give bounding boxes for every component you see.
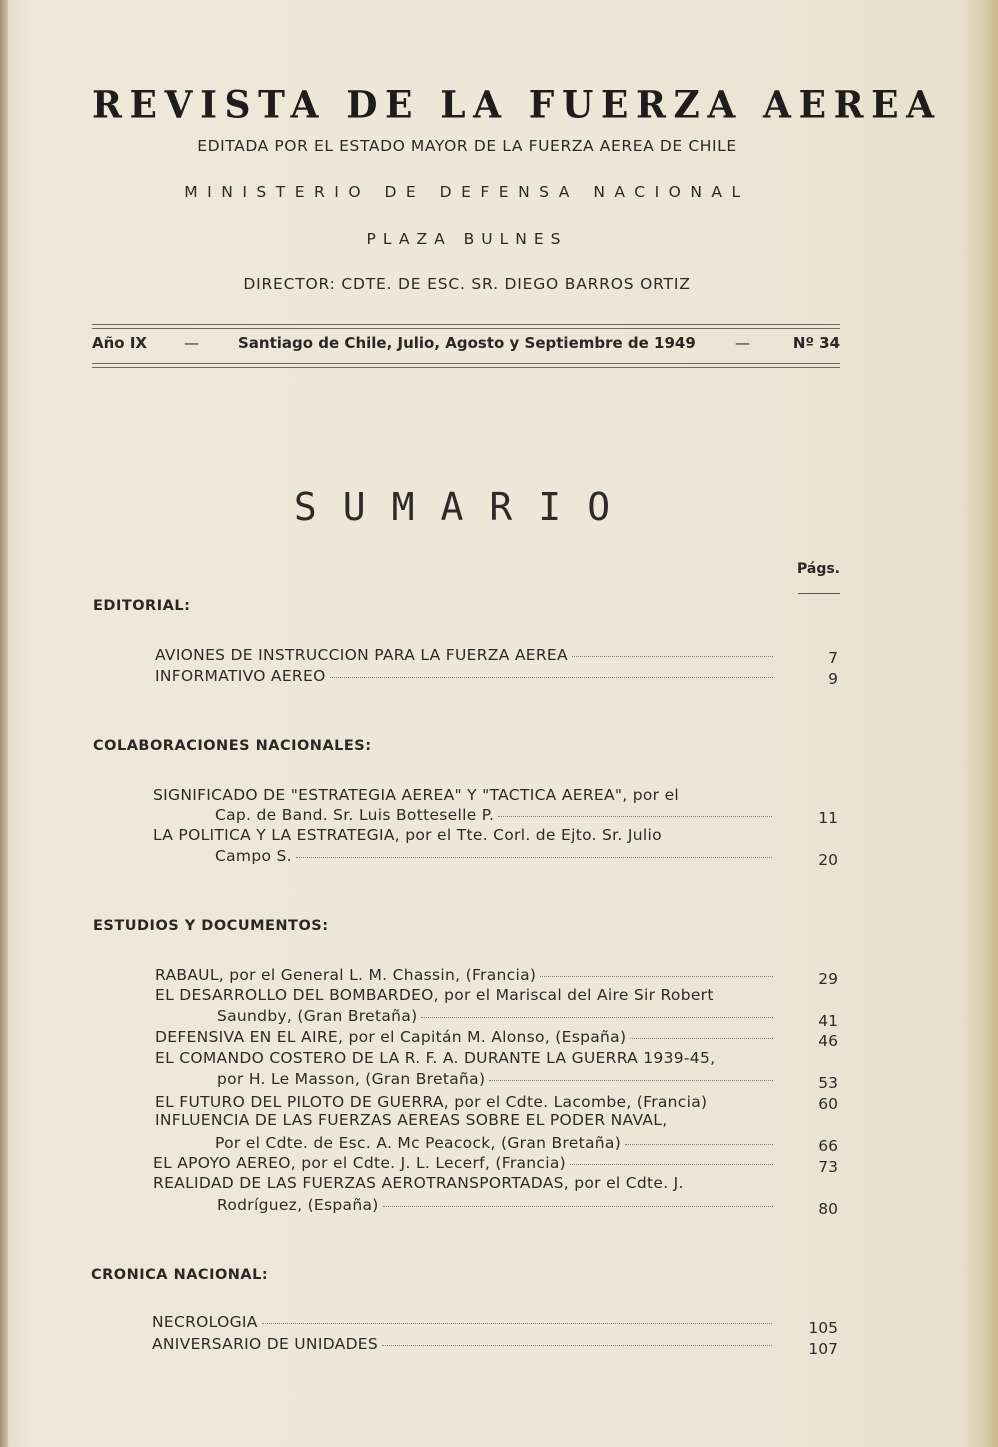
toc-page-number: 53 [818,1074,838,1092]
issue-year: Año IX [92,334,147,352]
toc-entry [152,1335,776,1353]
section-heading-editorial: EDITORIAL: [93,598,191,614]
toc-entry-text: EL APOYO AEREO, por el Cdte. J. L. Lecerf, (Francia) [153,1154,566,1172]
toc-entry [155,1028,777,1046]
toc-entry [152,1313,776,1331]
leader-dots [383,1206,773,1207]
bottom-rule [92,363,840,364]
bottom-rule-2 [92,367,840,368]
pages-label-rule [798,593,840,594]
separator-dash: — [735,334,750,352]
toc-entry-line2 [217,1007,777,1025]
toc-entry-text: Saundby, (Gran Bretaña) [217,1007,418,1025]
toc-entry-text: EL FUTURO DEL PILOTO DE GUERRA, por el Cdte. Lacombe, (Francia) [155,1093,708,1111]
toc-page-number: 29 [818,970,838,988]
toc-entry-text: LA POLITICA Y LA ESTRATEGIA, por el Tte. Corl. de Ejto. Sr. Julio [153,826,662,844]
leader-dots [540,976,773,977]
toc-entry-line1 [153,1174,777,1192]
toc-entry-text: SIGNIFICADO DE "ESTRATEGIA AEREA" Y "TACTICA AEREA", por el [153,786,680,804]
toc-entry-text: INFORMATIVO AEREO [155,667,326,685]
toc-entry-line1 [153,786,776,804]
toc-entry-text: Por el Cdte. de Esc. A. Mc Peacock, (Gran Bretaña) [215,1134,622,1152]
top-rule-2 [92,328,840,329]
toc-entry [153,1154,777,1172]
issue-number: Nº 34 [792,334,840,352]
top-rule [92,324,840,325]
binding-gutter [0,0,8,1447]
toc-entry-line1 [153,826,776,844]
toc-page-number: 9 [828,670,838,688]
toc-entry-text: por H. Le Masson, (Gran Bretaña) [217,1070,486,1088]
pages-label: Págs. [796,561,840,577]
toc-page-number: 66 [818,1137,838,1155]
section-heading-colaboraciones: COLABORACIONES NACIONALES: [93,738,372,754]
leader-dots [489,1080,773,1081]
toc-entry-line2 [217,1070,777,1088]
separator-dash: — [184,334,199,352]
toc-entry-line2 [215,847,776,865]
section-heading-cronica: CRONICA NACIONAL: [91,1267,269,1283]
leader-dots [498,816,772,817]
toc-page-number: 80 [818,1200,838,1218]
toc-entry-line2 [215,806,776,824]
leader-dots [382,1345,772,1346]
toc-entry-text: DEFENSIVA EN EL AIRE, por el Capitán M. Alonso, (España) [155,1028,627,1046]
toc-page-number: 20 [818,851,838,869]
toc-page-number: 105 [808,1319,838,1337]
toc-entry-text: ANIVERSARIO DE UNIDADES [152,1335,379,1353]
leader-dots [630,1038,773,1039]
toc-entry-text: EL COMANDO COSTERO DE LA R. F. A. DURANTE LA GUERRA 1939-45, [155,1049,716,1067]
toc-entry [155,667,777,685]
leader-dots [572,656,773,657]
toc-page-number: 60 [818,1095,838,1113]
leader-dots [570,1164,773,1165]
issue-info-row [92,334,840,356]
toc-entry-text: AVIONES DE INSTRUCCION PARA LA FUERZA AEREA [155,646,568,664]
leader-dots [296,857,772,858]
toc-entry-text: EL DESARROLLO DEL BOMBARDEO, por el Mariscal del Aire Sir Robert [155,986,714,1004]
toc-entry [155,646,777,664]
toc-entry-text: INFLUENCIA DE LAS FUERZAS AEREAS SOBRE EL PODER NAVAL, [155,1111,668,1129]
director-line: DIRECTOR: CDTE. DE ESC. SR. DIEGO BARROS ORTIZ [243,275,691,293]
toc-entry-line1 [155,1049,777,1067]
journal-title: REVISTA DE LA FUERZA AEREA [92,82,942,128]
toc-entry [155,1093,777,1111]
toc-page-number: 7 [828,649,838,667]
toc-entry [155,966,777,984]
leader-dots [421,1017,773,1018]
toc-entry-line2 [217,1196,777,1214]
toc-entry-line2 [215,1134,777,1152]
toc-page-number: 11 [818,809,838,827]
leader-dots [262,1323,772,1324]
issue-date: Santiago de Chile, Julio, Agosto y Septiembre de 1949 [238,334,696,352]
toc-entry-text: Cap. de Band. Sr. Luis Botteselle P. [215,806,495,824]
section-heading-estudios: ESTUDIOS Y DOCUMENTOS: [93,918,329,934]
leader-dots [330,677,773,678]
toc-page-number: 107 [808,1340,838,1358]
toc-entry-line1 [155,986,777,1004]
leader-dots [625,1144,773,1145]
toc-entry-text: RABAUL, por el General L. M. Chassin, (Francia) [155,966,537,984]
toc-entry-text: Campo S. [215,847,292,865]
toc-page-number: 46 [818,1032,838,1050]
publisher-line: EDITADA POR EL ESTADO MAYOR DE LA FUERZA AEREA DE CHILE [197,137,737,155]
contents-title: SUMARIO [293,485,637,529]
toc-entry-text: Rodríguez, (España) [217,1196,379,1214]
ministry-line: MINISTERIO DE DEFENSA NACIONAL [184,183,750,201]
toc-page-number: 41 [818,1012,838,1030]
toc-page-number: 73 [818,1158,838,1176]
address-line: PLAZA BULNES [366,230,568,248]
toc-entry-text: NECROLOGIA [152,1313,258,1331]
toc-entry-line1 [155,1111,777,1129]
toc-entry-text: REALIDAD DE LAS FUERZAS AEROTRANSPORTADAS, por el Cdte. J. [153,1174,684,1192]
